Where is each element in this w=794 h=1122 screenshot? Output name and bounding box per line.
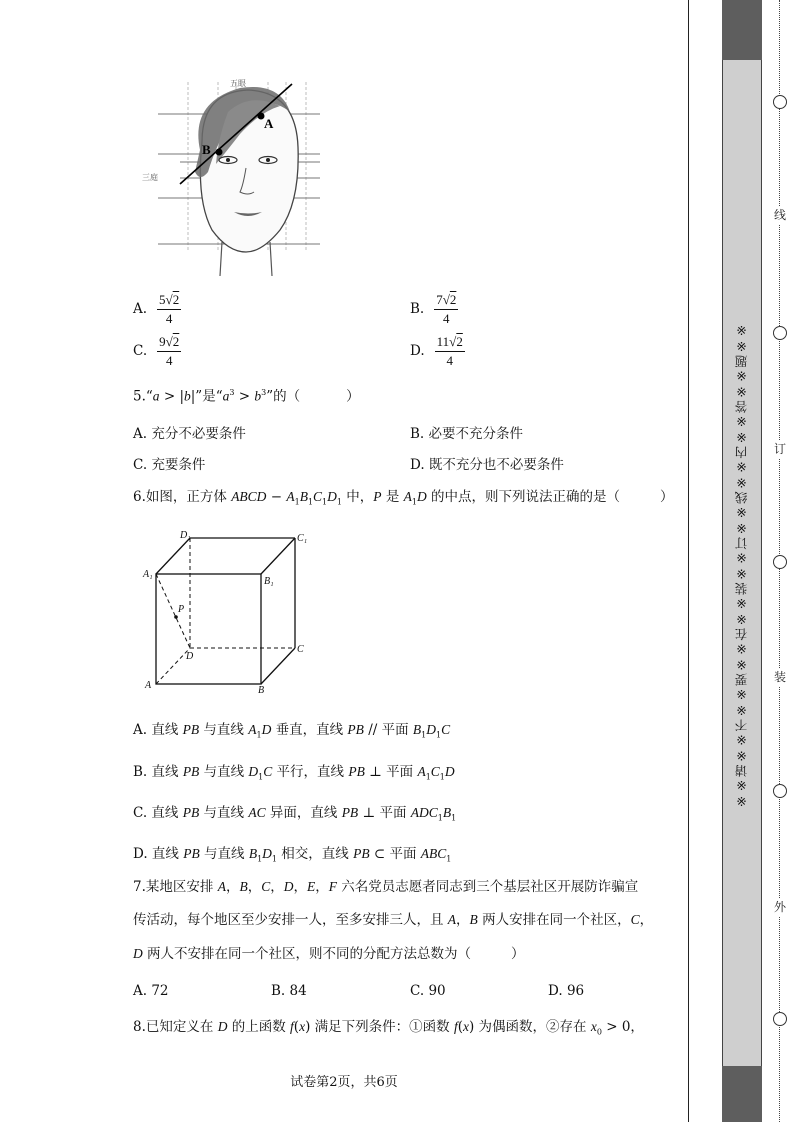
q5-option-b: B. 必要不充分条件	[410, 426, 524, 442]
binding-warning: ※※请※※不※※要※※在※※装※※订※※线※※内※※答※※题※※	[734, 321, 749, 809]
cube-label-b: B	[258, 685, 265, 696]
label-wuyan: 五眼	[230, 79, 246, 88]
q7-option-a: A. 72	[133, 983, 169, 999]
q4-option-a: A. $\frac{5√2}{4}$	[133, 292, 180, 326]
q7-option-d: D. 96	[548, 983, 585, 999]
cube-figure	[140, 528, 320, 698]
binding-mark-xian: 线	[771, 206, 789, 224]
binding-circle-icon	[773, 555, 787, 569]
cube-label-d: D	[186, 651, 194, 662]
binding-mark-ding: 订	[771, 440, 789, 458]
question-5: 5.“a > |b|”是“$a^3 > b^3$”的（ ）	[133, 388, 360, 405]
face-figure	[140, 72, 322, 278]
question-7-line-3: D 两人不安排在同一个社区，则不同的分配方法总数为（ ）	[133, 946, 525, 962]
q7-option-c: C. 90	[410, 983, 446, 999]
binding-border	[688, 0, 689, 1122]
question-7-line-2: 传活动，每个地区至少安排一人，至多安排三人，且 A，B 两人安排在同一个社区，C，	[133, 912, 654, 928]
label-point-a: A	[264, 116, 274, 131]
binding-band-bottom-block	[722, 1066, 762, 1122]
binding-band-top-block	[722, 0, 762, 60]
q4-option-b: B. $\frac{7√2}{4}$	[410, 292, 457, 326]
cube-label-d1: D₁	[180, 530, 191, 541]
page-footer: 试卷第2页，共6页	[290, 1075, 398, 1090]
cube-label-a1: A₁	[143, 569, 153, 580]
q5-option-a: A. 充分不必要条件	[133, 426, 246, 442]
label-point-b: B	[202, 142, 211, 157]
q6-option-b: B. 直线 PB 与直线 $D_1C$ 平行，直线 PB ⊥ 平面 $A_1C_1D$	[133, 764, 455, 782]
question-8: 8.已知定义在 D 的上函数 f(x) 满足下列条件：①函数 f(x) 为偶函数，②存在 $x_0 > 0$，	[133, 1019, 644, 1037]
binding-circle-icon	[773, 95, 787, 109]
cube-label-b1: B₁	[264, 576, 274, 587]
q6-option-d: D. 直线 PB 与直线 $B_1D_1$ 相交，直线 PB ⊂ 平面 $ABC_1$	[133, 846, 452, 864]
label-santing: 三庭	[142, 173, 158, 182]
q6-option-c: C. 直线 PB 与直线 AC 异面，直线 PB ⊥ 平面 $ADC_1B_1$	[133, 805, 457, 823]
cube-label-c: C	[297, 644, 304, 655]
binding-dotted-line	[768, 0, 792, 1122]
cube-label-c1: C₁	[297, 533, 308, 544]
cube-label-a: A	[145, 680, 152, 691]
binding-mark-wai: 外	[771, 898, 789, 916]
q7-option-b: B. 84	[271, 983, 307, 999]
binding-circle-icon	[773, 784, 787, 798]
cube-label-p: P	[178, 604, 185, 615]
binding-mark-zhuang: 装	[771, 668, 789, 686]
q6-option-a: A. 直线 PB 与直线 $A_1D$ 垂直，直线 PB // 平面 $B_1D_1C$	[133, 722, 451, 740]
q4-option-d: D. $\frac{11√2}{4}$	[410, 334, 463, 368]
binding-circle-icon	[773, 326, 787, 340]
binding-circle-icon	[773, 1012, 787, 1026]
q5-option-c: C. 充要条件	[133, 457, 206, 473]
q4-option-c: C. $\frac{9√2}{4}$	[133, 334, 180, 368]
question-6: 6.如图，正方体 ABCD − $A_1B_1C_1D_1$ 中，P 是 $A_1D$ 的中点，则下列说法正确的是（ ）	[133, 489, 674, 507]
q5-option-d: D. 既不充分也不必要条件	[410, 457, 564, 473]
question-7-line-1: 7.某地区安排 A，B，C，D，E，F 六名党员志愿者同志到三个基层社区开展防诈骗宣	[133, 879, 639, 895]
